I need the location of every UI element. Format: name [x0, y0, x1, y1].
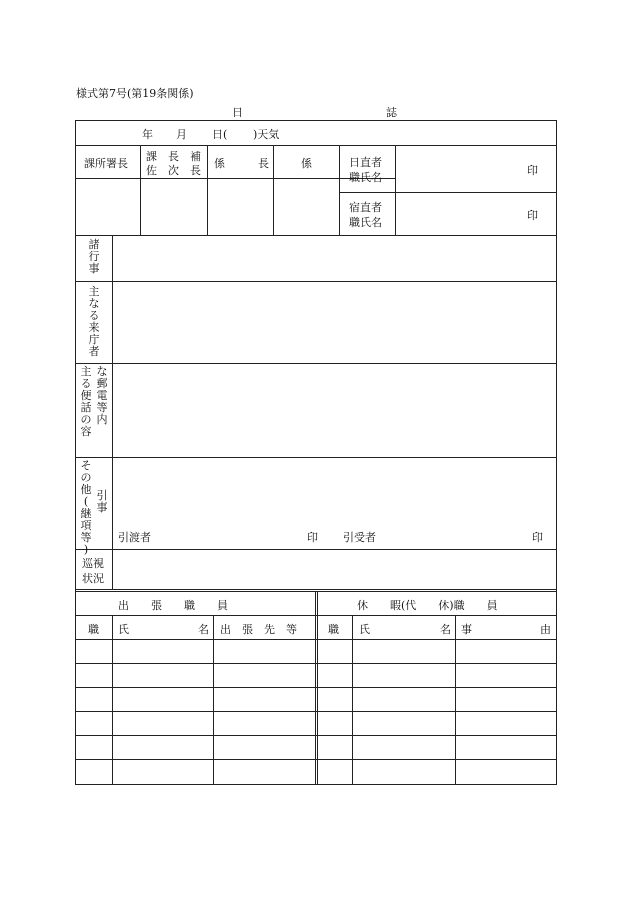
mail-label-col1: 主 る 便 話 の 容 — [80, 365, 92, 438]
title-right: 誌 — [386, 106, 397, 119]
month-label: 月 — [176, 128, 187, 141]
day-duty-label-1: 日直者 — [349, 156, 382, 169]
leave-header: 休 暇(代 休)職 員 — [357, 599, 498, 612]
leave-col-reason-2: 由 — [540, 623, 551, 636]
trip-col-post: 職 — [88, 623, 99, 636]
night-duty-seal: 印 — [527, 209, 538, 222]
events-label: 諸 行 事 — [88, 238, 100, 275]
weather-label: )天気 — [253, 128, 280, 141]
patrol-label-1: 巡視 — [82, 557, 104, 570]
deputy-label-1: 課 長 補 — [146, 150, 201, 163]
mail-label-col2: な 郵 電 等 内 — [96, 365, 108, 426]
handover-to-label: 引受者 — [343, 531, 376, 544]
night-duty-label-1: 宿直者 — [349, 201, 382, 214]
patrol-label-2: 状況 — [82, 572, 104, 585]
other-label-col1: そ の 他 ( 継 項 等 ) — [80, 459, 92, 556]
night-duty-label-2: 職氏名 — [349, 216, 382, 229]
chief-label: 課所署長 — [84, 157, 128, 170]
day-label: 日( — [212, 128, 228, 141]
handover-to-seal: 印 — [532, 531, 543, 544]
other-label-col2: 引 事 — [96, 489, 108, 514]
kakaricho-label-1: 係 — [214, 157, 225, 170]
title-left: 日 — [232, 106, 243, 119]
form-number: 様式第7号(第19条関係) — [76, 87, 194, 100]
year-label: 年 — [142, 128, 153, 141]
leave-col-reason-1: 事 — [461, 623, 472, 636]
kakaricho-label-2: 長 — [258, 157, 269, 170]
trip-col-name-1: 氏 — [118, 623, 129, 636]
trip-col-destination: 出 張 先 等 — [220, 623, 297, 636]
day-duty-seal: 印 — [527, 164, 538, 177]
leave-col-name-1: 氏 — [359, 623, 370, 636]
deputy-label-2: 佐 次 長 — [146, 164, 201, 177]
visitors-label: 主 な る 来 庁 者 — [88, 285, 100, 358]
leave-col-post: 職 — [328, 623, 339, 636]
leave-col-name-2: 名 — [440, 623, 451, 636]
day-duty-label-2: 職氏名 — [349, 171, 382, 184]
trip-col-name-2: 名 — [198, 623, 209, 636]
trip-header: 出 張 職 員 — [118, 599, 228, 612]
kakari-label: 係 — [301, 157, 312, 170]
handover-from-label: 引渡者 — [118, 531, 151, 544]
handover-from-seal: 印 — [307, 531, 318, 544]
